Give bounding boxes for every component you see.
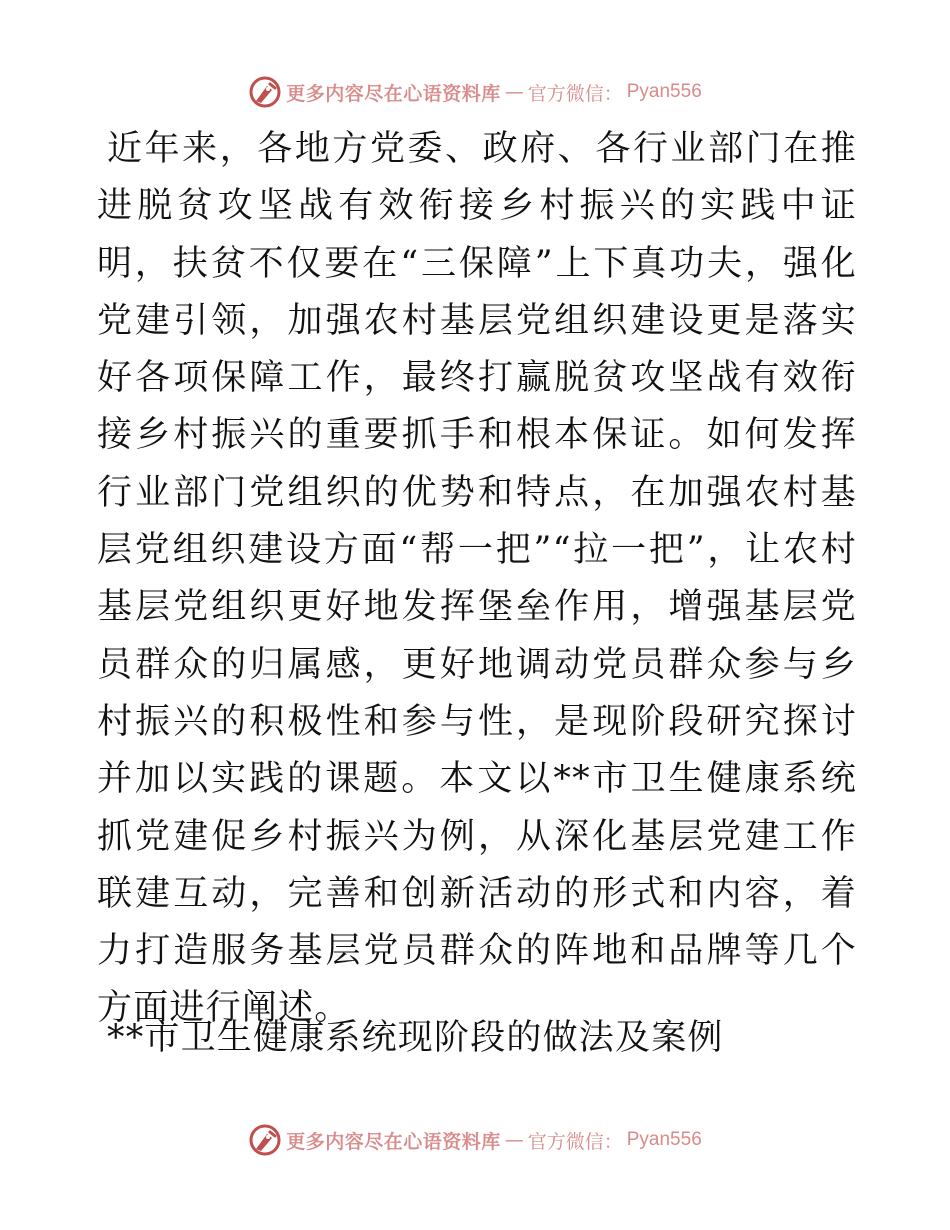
watermark-dash: — <box>504 1129 524 1151</box>
watermark-wechat-id: Pyan556 <box>626 1129 702 1150</box>
watermark-site-text: 更多内容尽在心语资料库 <box>286 1130 501 1153</box>
pen-nib-circle-icon <box>248 1123 282 1157</box>
watermark-footer <box>0 1120 950 1160</box>
watermark-wechat-label: 官方微信： <box>527 1130 623 1153</box>
watermark-wechat-label: 官方微信： <box>527 82 623 105</box>
watermark-dash: — <box>504 81 524 103</box>
watermark-wechat-id: Pyan556 <box>626 81 702 102</box>
section-heading: **市卫生健康系统现阶段的做法及案例 <box>107 1018 724 1058</box>
pen-nib-circle-icon <box>248 75 282 109</box>
watermark-site-text: 更多内容尽在心语资料库 <box>286 82 501 105</box>
body-paragraph: 近年来，各地方党委、政府、各行业部门在推进脱贫攻坚战有效衔接乡村振兴的实践中证明，扶贫不仅要在“三保障”上下真功夫，强化党建引领，加强农村基层党组织建设更是落实好各项保障工作，最终打赢脱贫攻坚战有效衔接乡村振兴的重要抓手和根本保证。如何发挥行业部门党组织的优势和特点，在加强农村基层党组织建设方面“帮一把”“拉一把”，让农村基层党组织更好地发挥堡垒作用，增强基层党员群众的归属感，更好地调动党员群众参与乡村振兴的积极性和参与性，是现阶段研究探讨并加以实践的课题。本文以**市卫生健康系统抓党建促乡村振兴为例，从深化基层党建工作联建互动，完善和创新活动的形式和内容，着力打造服务基层党员群众的阵地和品牌等几个方面进行阐述。 <box>97 129 857 1029</box>
watermark-header <box>0 72 950 112</box>
